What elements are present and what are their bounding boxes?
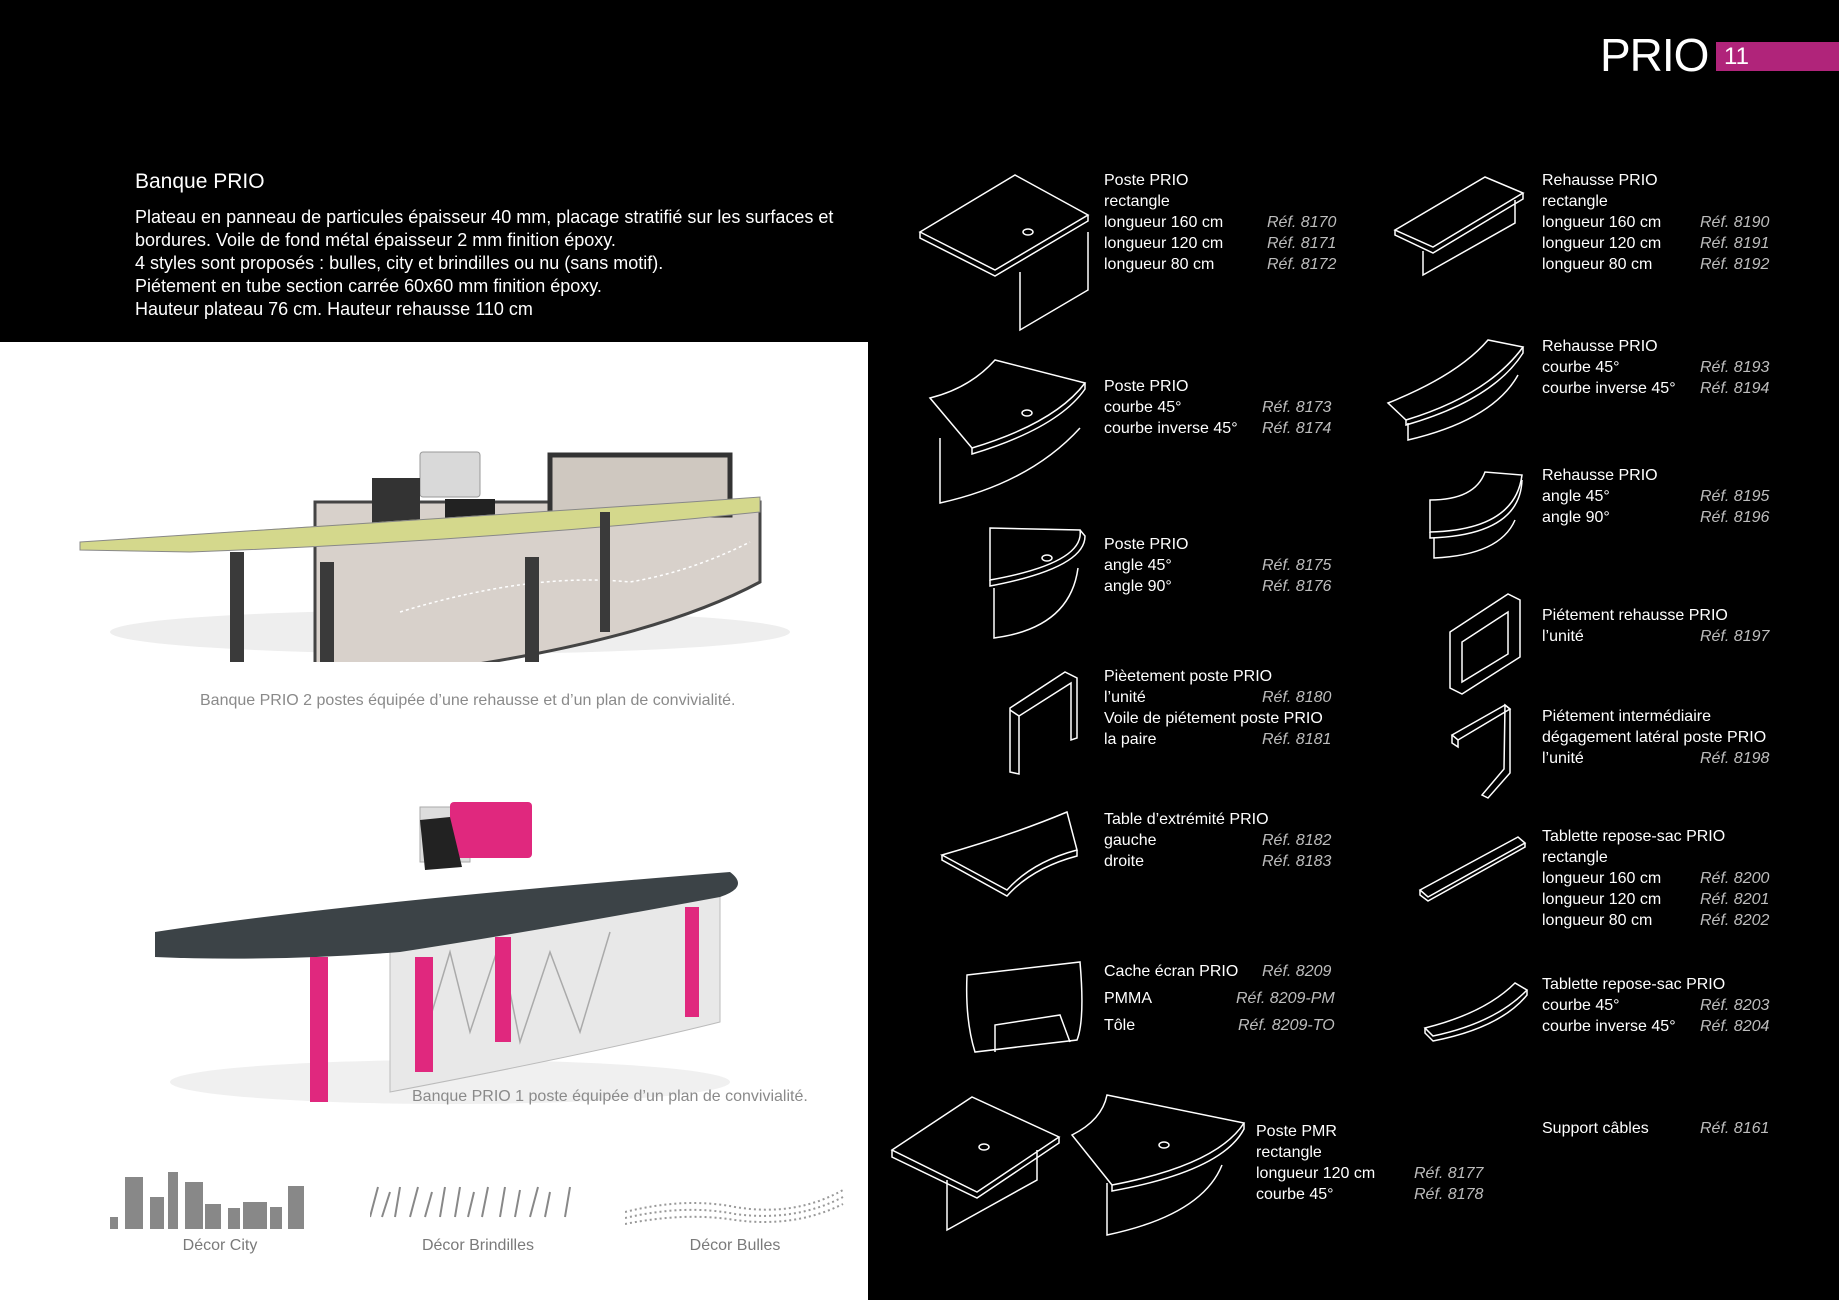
- product-block: [1542, 336, 1770, 399]
- product-variant: angle 45°: [1104, 557, 1172, 574]
- product-ref: Réf. 8209: [1262, 963, 1332, 980]
- product-ref: Réf. 8197: [1700, 628, 1770, 645]
- product-name: Poste PRIO: [1104, 536, 1189, 553]
- curved-bag-shelf-icon: [1425, 978, 1530, 1048]
- description-line: 4 styles sont proposés : bulles, city et brindilles ou nu (sans motif).: [135, 253, 664, 273]
- product-block: [1104, 666, 1332, 750]
- product-ref: Réf. 8191: [1700, 235, 1770, 252]
- product-variant: longueur 160 cm: [1104, 214, 1224, 231]
- desk-photo-one-station: [150, 792, 750, 1122]
- product-name: Tablette repose-sac PRIO: [1542, 976, 1726, 993]
- product-variant: courbe inverse 45°: [1104, 420, 1238, 437]
- product-ref: Réf. 8201: [1700, 891, 1770, 908]
- product-block: [1104, 376, 1332, 439]
- product-ref: Réf. 8193: [1700, 359, 1770, 376]
- section-description: [135, 206, 855, 321]
- product-variant: courbe 45°: [1542, 997, 1620, 1014]
- description-line: Plateau en panneau de particules épaisseur 40 mm, placage stratifié sur les surfaces et: [135, 207, 834, 227]
- product-variant: rectangle: [1542, 849, 1608, 866]
- product-name: Rehausse PRIO: [1542, 338, 1658, 355]
- decor-label: Décor City: [182, 1237, 258, 1254]
- product-variant: angle 90°: [1542, 509, 1610, 526]
- product-variant: Tôle: [1104, 1017, 1136, 1034]
- product-block: [1542, 1118, 1770, 1139]
- product-ref: Réf. 8192: [1700, 256, 1770, 273]
- product-block: [1256, 1121, 1484, 1205]
- product-variant: droite: [1104, 853, 1145, 870]
- product-name: Piétement intermédiaire: [1542, 708, 1711, 725]
- decor-bulles-swatch: [625, 1182, 845, 1232]
- product-ref: Réf. 8161: [1700, 1120, 1770, 1137]
- photo-panel: [0, 342, 868, 1300]
- desk-photo-two-stations: [70, 382, 810, 662]
- product-name: Support câbles: [1542, 1120, 1649, 1137]
- product-variant: longueur 160 cm: [1542, 214, 1662, 231]
- page-number: 11: [1724, 43, 1749, 70]
- product-variant: longueur 120 cm: [1256, 1165, 1376, 1182]
- product-variant: longueur 120 cm: [1542, 891, 1662, 908]
- product-variant: l’unité: [1542, 628, 1584, 645]
- product-ref: Réf. 8176: [1262, 578, 1332, 595]
- product-block: [1104, 958, 1335, 1039]
- product-block: [1542, 605, 1770, 647]
- product-ref: Réf. 8209-TO: [1238, 1017, 1335, 1034]
- product-block: [1104, 534, 1332, 597]
- product-ref: Réf. 8209-PM: [1236, 990, 1335, 1007]
- product-variant: courbe inverse 45°: [1542, 1018, 1676, 1035]
- product-ref: Réf. 8203: [1700, 997, 1770, 1014]
- description-line: Hauteur plateau 76 cm. Hauteur rehausse 110 cm: [135, 299, 533, 319]
- product-ref: Réf. 8194: [1700, 380, 1770, 397]
- product-variant: angle 90°: [1104, 578, 1172, 595]
- product-variant: la paire: [1104, 731, 1157, 748]
- product-ref: Réf. 8195: [1700, 488, 1770, 505]
- product-ref: Réf. 8183: [1262, 853, 1332, 870]
- product-variant: longueur 80 cm: [1542, 912, 1653, 929]
- desk-leg-frame-icon: [1005, 668, 1085, 783]
- product-name: Rehausse PRIO: [1542, 172, 1658, 189]
- product-ref: Réf. 8172: [1267, 256, 1337, 273]
- product-name: Pièetement poste PRIO: [1104, 668, 1273, 685]
- brand-title: PRIO: [1600, 29, 1709, 81]
- rehausse-leg-frame-icon: [1448, 592, 1523, 702]
- corner-rehausse-icon: [1430, 470, 1525, 565]
- product-variant: angle 45°: [1542, 488, 1610, 505]
- product-variant: l’unité: [1542, 750, 1584, 767]
- product-ref: Réf. 8175: [1262, 557, 1332, 574]
- product-variant: courbe 45°: [1104, 399, 1182, 416]
- product-ref: Réf. 8202: [1700, 912, 1770, 929]
- product-ref: Réf. 8180: [1262, 689, 1332, 706]
- product-block: [1542, 706, 1770, 769]
- product-variant: longueur 120 cm: [1104, 235, 1224, 252]
- intermediate-leg-icon: [1450, 703, 1525, 808]
- product-variant: courbe 45°: [1542, 359, 1620, 376]
- product-ref: Réf. 8196: [1700, 509, 1770, 526]
- product-variant: l’unité: [1104, 689, 1146, 706]
- photo-caption: Banque PRIO 1 poste équipée d’un plan de convivialité.: [412, 1088, 808, 1105]
- product-variant: rectangle: [1542, 193, 1608, 210]
- product-variant: dégagement latéral poste PRIO: [1542, 729, 1767, 746]
- product-ref: Réf. 8190: [1700, 214, 1770, 231]
- product-ref: Réf. 8174: [1262, 420, 1332, 437]
- decor-label: Décor Brindilles: [421, 1237, 535, 1254]
- product-name: Poste PRIO: [1104, 172, 1189, 189]
- product-variant: PMMA: [1104, 990, 1152, 1007]
- pmr-rectangle-desk-icon: [892, 1095, 1062, 1240]
- product-ref: Réf. 8204: [1700, 1018, 1770, 1035]
- decor-brindilles-swatch: [370, 1182, 590, 1232]
- curved-rehausse-icon: [1388, 335, 1528, 450]
- product-block: [1104, 170, 1337, 275]
- product-variant: rectangle: [1256, 1144, 1322, 1161]
- product-variant: longueur 80 cm: [1542, 256, 1653, 273]
- product-variant: longueur 160 cm: [1542, 870, 1662, 887]
- product-name: Poste PMR: [1256, 1123, 1337, 1140]
- description-line: Piétement en tube section carrée 60x60 mm finition époxy.: [135, 276, 602, 296]
- screen-cover-icon: [965, 960, 1090, 1060]
- rectangle-desk-icon: [920, 170, 1090, 340]
- product-ref: Réf. 8170: [1267, 214, 1337, 231]
- product-name: Tablette repose-sac PRIO: [1542, 828, 1726, 845]
- product-ref: Réf. 8173: [1262, 399, 1332, 416]
- product-variant: courbe 45°: [1256, 1186, 1334, 1203]
- product-name: Poste PRIO: [1104, 378, 1189, 395]
- product-name: Cache écran PRIO: [1104, 963, 1239, 980]
- product-ref: Réf. 8182: [1262, 832, 1332, 849]
- product-variant: gauche: [1104, 832, 1157, 849]
- product-block: [1542, 170, 1770, 275]
- product-ref: Réf. 8198: [1700, 750, 1770, 767]
- decor-label: Décor Bulles: [689, 1237, 781, 1254]
- product-name: Voile de piétement poste PRIO: [1104, 710, 1323, 727]
- product-variant: rectangle: [1104, 193, 1170, 210]
- product-block: [1542, 826, 1770, 931]
- product-ref: Réf. 8178: [1414, 1186, 1484, 1203]
- product-variant: longueur 80 cm: [1104, 256, 1215, 273]
- product-ref: Réf. 8200: [1700, 870, 1770, 887]
- photo-caption: Banque PRIO 2 postes équipée d’une rehausse et d’un plan de convivialité.: [200, 692, 736, 709]
- product-variant: courbe inverse 45°: [1542, 380, 1676, 397]
- rectangle-rehausse-icon: [1395, 175, 1525, 280]
- product-block: [1542, 465, 1770, 528]
- product-ref: Réf. 8177: [1414, 1165, 1484, 1182]
- pmr-curved-desk-icon: [1072, 1095, 1247, 1240]
- product-ref: Réf. 8181: [1262, 731, 1332, 748]
- description-line: bordures. Voile de fond métal épaisseur 2 mm finition époxy.: [135, 230, 616, 250]
- product-block: [1542, 974, 1770, 1037]
- end-table-icon: [942, 810, 1082, 905]
- corner-desk-icon: [990, 528, 1090, 648]
- rectangle-bag-shelf-icon: [1420, 835, 1530, 910]
- section-title: Banque PRIO: [135, 170, 265, 193]
- curved-desk-icon: [930, 358, 1090, 513]
- product-name: Rehausse PRIO: [1542, 467, 1658, 484]
- product-ref: Réf. 8171: [1267, 235, 1337, 252]
- decor-city-swatch: [110, 1172, 330, 1232]
- product-name: Piétement rehausse PRIO: [1542, 607, 1728, 624]
- product-name: Table d’extrémité PRIO: [1104, 811, 1269, 828]
- product-block: [1104, 809, 1332, 872]
- product-variant: longueur 120 cm: [1542, 235, 1662, 252]
